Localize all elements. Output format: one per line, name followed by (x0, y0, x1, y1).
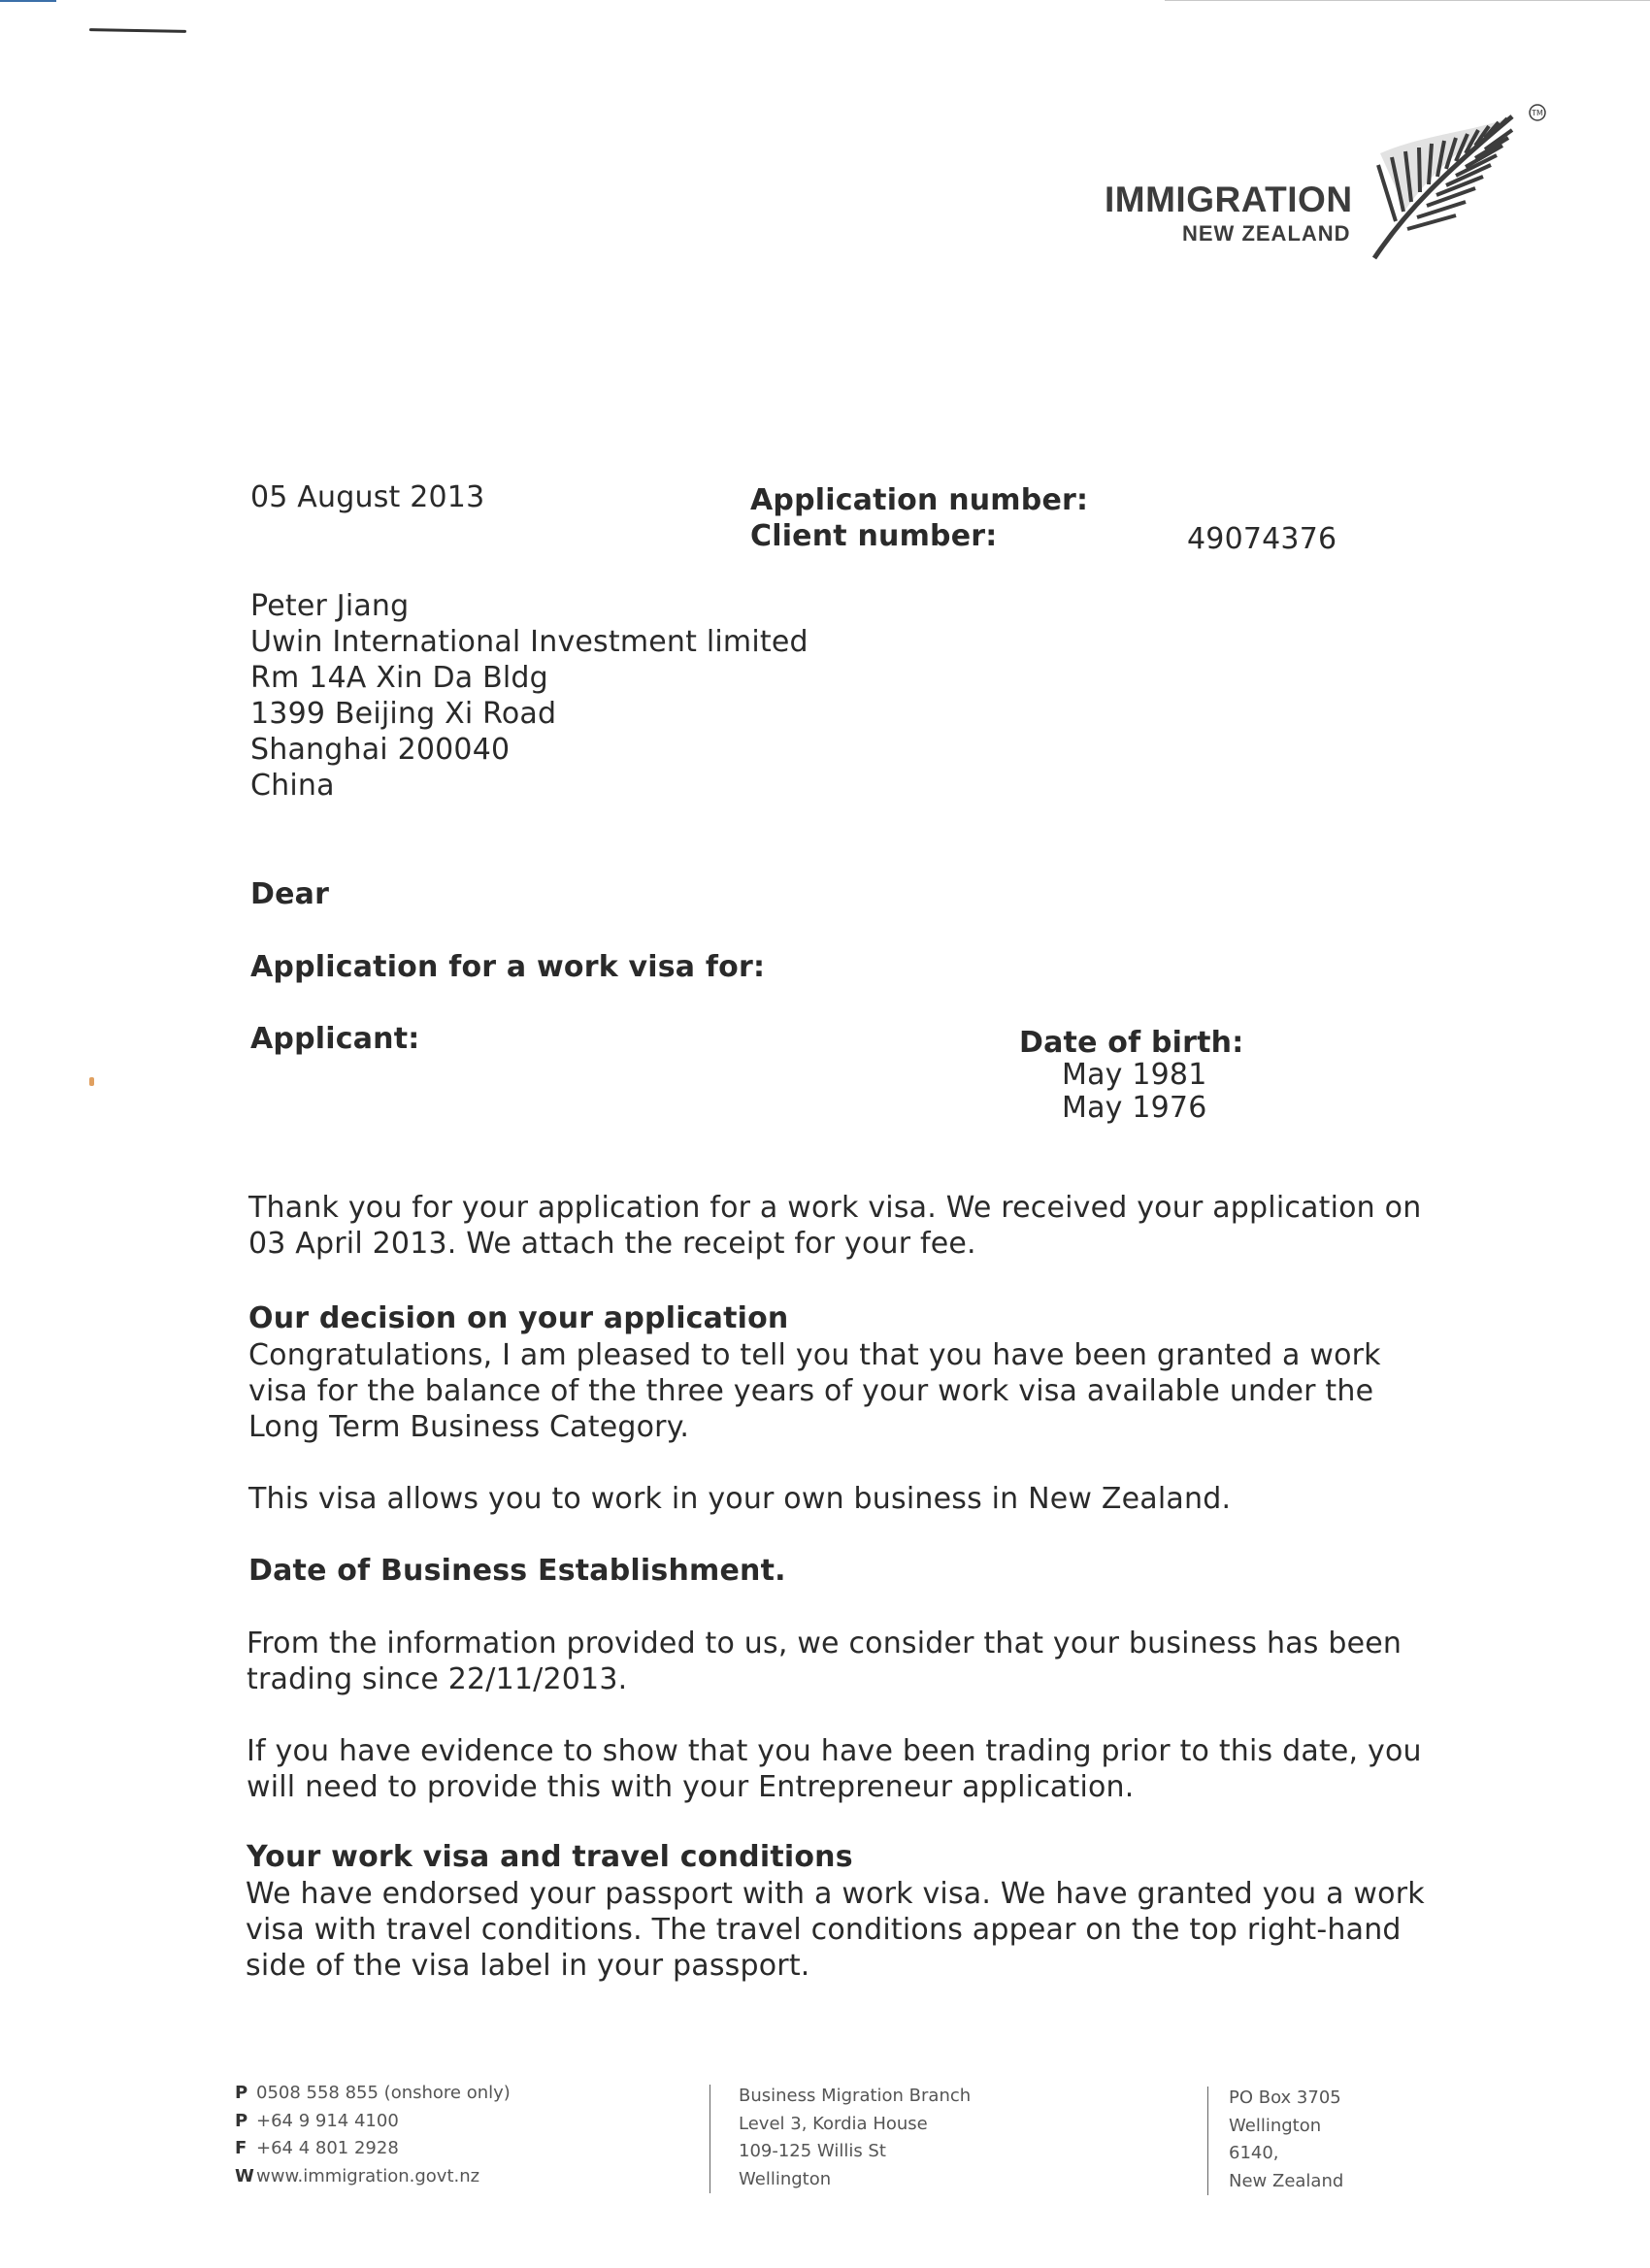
silver-fern-icon (1367, 95, 1551, 260)
contact-value: +64 4 801 2928 (256, 2138, 399, 2158)
postal-line: New Zealand (1229, 2170, 1344, 2191)
letter-date: 05 August 2013 (250, 480, 485, 514)
contact-value: +64 9 914 4100 (256, 2110, 399, 2131)
footer-contact-row (235, 2108, 511, 2136)
contact-key: W (235, 2165, 254, 2186)
intro-paragraph: Thank you for your application for a work visa. We received your application on 03 April 2013. We attach the receipt for your fee. (248, 1191, 1422, 1261)
scan-edge-mark (1165, 0, 1650, 1)
contact-key: P (235, 2110, 248, 2131)
address-line: Peter Jiang (250, 589, 410, 623)
postal-line: PO Box 3705 (1229, 2087, 1341, 2108)
address-line: Shanghai 200040 (250, 733, 511, 767)
establishment-heading: Date of Business Establishment. (248, 1554, 786, 1588)
address-line: Rm 14A Xin Da Bldg (250, 661, 548, 695)
branch-line: Level 3, Kordia House (739, 2113, 928, 2134)
contact-key: F (235, 2138, 248, 2158)
pen-mark (89, 28, 186, 33)
contact-key: P (235, 2083, 248, 2103)
scan-edge-mark (0, 0, 56, 2)
website-link[interactable]: www.immigration.govt.nz (256, 2165, 480, 2186)
address-line: 1399 Beijing Xi Road (250, 697, 557, 731)
travel-paragraph: We have endorsed your passport with a work visa. We have granted you a work visa with travel conditions. The travel conditions appear on the top right-hand side of the visa label in your passport. (246, 1877, 1425, 1983)
footer-contact-row (235, 2135, 511, 2163)
address-line: China (250, 769, 335, 803)
decision-paragraph: Congratulations, I am pleased to tell you that you have been granted a work visa for the balance of the three years of your work visa available under the Long Term Business Category. (248, 1338, 1381, 1444)
dob-label: Date of birth: (1019, 1026, 1244, 1060)
dob-value: May 1976 (1062, 1091, 1207, 1125)
subject-line: Application for a work visa for: (250, 950, 766, 984)
address-line: Uwin International Investment limited (250, 625, 808, 659)
footer-contacts (235, 2080, 511, 2190)
footer-contact-row (235, 2080, 511, 2108)
applicant-label: Applicant: (250, 1022, 420, 1056)
decision-heading: Our decision on your application (248, 1301, 789, 1335)
postal-line: 6140, (1229, 2143, 1279, 2163)
logo-line2: NEW ZEALAND (1182, 221, 1351, 246)
branch-line: 109-125 Willis St (739, 2141, 886, 2161)
branch-line: Business Migration Branch (739, 2086, 972, 2106)
salutation: Dear (250, 877, 330, 911)
footer-contact-row (235, 2163, 511, 2191)
evidence-paragraph: If you have evidence to show that you have been trading prior to this date, you will need to provide this with your Entrepreneur application. (247, 1734, 1422, 1804)
allows-paragraph: This visa allows you to work in your own business in New Zealand. (248, 1482, 1232, 1516)
client-number-value: 49074376 (1187, 522, 1337, 556)
footer-branch (739, 2083, 971, 2193)
footer-postal (1229, 2085, 1343, 2195)
application-number-label: Application number: (750, 483, 1089, 517)
dob-value: May 1981 (1062, 1058, 1207, 1092)
footer-divider (1207, 2087, 1208, 2195)
scan-speck (89, 1077, 94, 1086)
branch-line: Wellington (739, 2168, 832, 2189)
logo-line1: IMMIGRATION (1105, 180, 1353, 219)
svg-text:TM: TM (1532, 109, 1543, 117)
establishment-paragraph: From the information provided to us, we consider that your business has been trading since 22/11/2013. (247, 1627, 1402, 1696)
address-block (250, 588, 808, 804)
travel-heading: Your work visa and travel conditions (247, 1840, 853, 1874)
postal-line: Wellington (1229, 2115, 1322, 2136)
contact-value: 0508 558 855 (onshore only) (256, 2083, 511, 2103)
client-number-label: Client number: (750, 519, 998, 553)
